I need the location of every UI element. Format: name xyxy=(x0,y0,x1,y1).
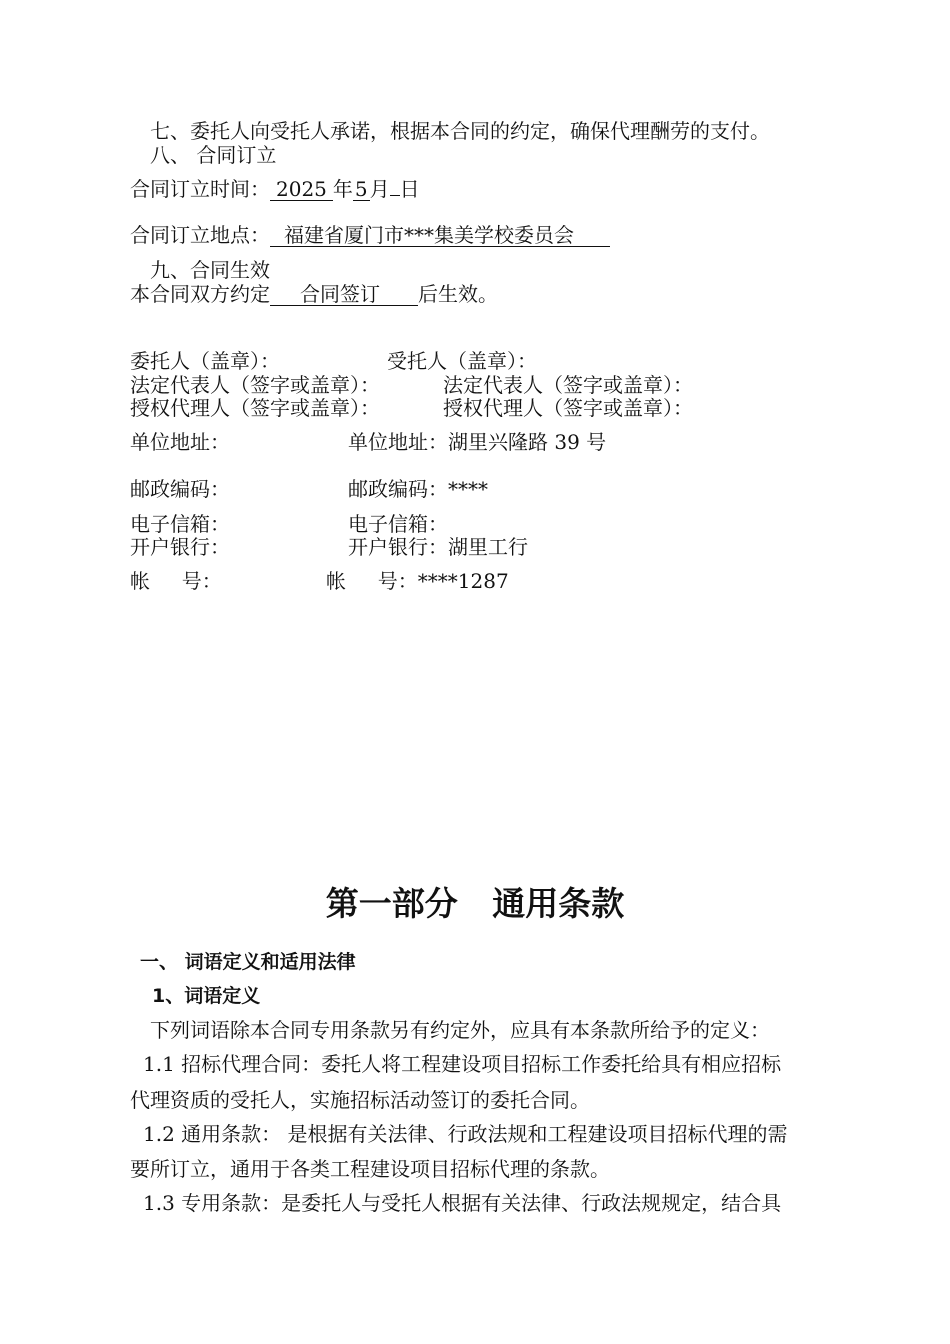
right-email: 电子信箱： xyxy=(348,512,448,536)
right-address: 单位地址：湖里兴隆路 39 号 xyxy=(348,430,607,454)
left-zip: 邮政编码： xyxy=(130,477,230,501)
right-account: 帐 号：****1287 xyxy=(326,569,509,593)
sign-place-value: 福建省厦门市***集美学校委员会 xyxy=(270,224,610,247)
left-email: 电子信箱： xyxy=(130,512,230,536)
left-account: 帐 号： xyxy=(130,569,222,593)
right-bank: 开户银行：湖里工行 xyxy=(348,535,528,559)
sign-time-line xyxy=(130,177,420,201)
heading-definitions-law: 一、 词语定义和适用法律 xyxy=(140,951,356,973)
sign-time-year-suffix: 年 xyxy=(332,177,353,201)
part-title: 第一部分 通用条款 xyxy=(325,884,625,923)
section-8-heading: 八、 合同订立 xyxy=(150,143,277,167)
right-zip: 邮政编码：**** xyxy=(348,477,488,501)
sign-place-line xyxy=(130,223,610,247)
right-seal: 受托人（盖章）： xyxy=(387,349,537,373)
intro-paragraph: 下列词语除本合同专用条款另有约定外，应具有本条款所给予的定义： xyxy=(150,1018,770,1042)
right-legal-rep: 法定代表人（签字或盖章）： xyxy=(443,373,693,397)
clause-1-1-line-1: 1.1 招标代理合同：委托人将工程建设项目招标工作委托给具有相应招标 xyxy=(143,1052,782,1076)
sign-time-year: 2025 xyxy=(270,178,333,201)
effect-line xyxy=(130,282,498,306)
effect-prefix: 本合同双方约定 xyxy=(130,282,270,306)
heading-definitions: 1、词语定义 xyxy=(152,985,261,1007)
sign-place-label: 合同订立地点： xyxy=(130,223,270,247)
clause-1-2-line-2: 要所订立，通用于各类工程建设项目招标代理的条款。 xyxy=(130,1157,610,1181)
sign-time-label: 合同订立时间： xyxy=(130,177,270,201)
left-legal-rep: 法定代表人（签字或盖章）： xyxy=(130,373,380,397)
left-address: 单位地址： xyxy=(130,430,230,454)
sign-time-day-blank xyxy=(390,195,400,196)
effect-value: 合同签订 xyxy=(270,283,418,306)
left-auth-agent: 授权代理人（签字或盖章）： xyxy=(130,396,380,420)
clause-1-1-line-2: 代理资质的受托人，实施招标活动签订的委托合同。 xyxy=(130,1088,590,1112)
left-seal: 委托人（盖章）： xyxy=(130,349,280,373)
clause-1-2-line-1: 1.2 通用条款： 是根据有关法律、行政法规和工程建设项目招标代理的需 xyxy=(143,1122,788,1146)
sign-time-month: 5 xyxy=(354,177,368,201)
sign-time-month-suffix: 月 xyxy=(369,177,390,201)
left-bank: 开户银行： xyxy=(130,535,230,559)
clause-1-3-line-1: 1.3 专用条款：是委托人与受托人根据有关法律、行政法规规定，结合具 xyxy=(143,1191,782,1215)
section-7-text: 七、委托人向受托人承诺，根据本合同的约定，确保代理酬劳的支付。 xyxy=(150,119,770,143)
right-auth-agent: 授权代理人（签字或盖章）： xyxy=(443,396,693,420)
effect-suffix: 后生效。 xyxy=(418,282,498,306)
section-9-heading: 九、合同生效 xyxy=(150,258,270,282)
sign-time-day-suffix: 日 xyxy=(399,177,420,201)
